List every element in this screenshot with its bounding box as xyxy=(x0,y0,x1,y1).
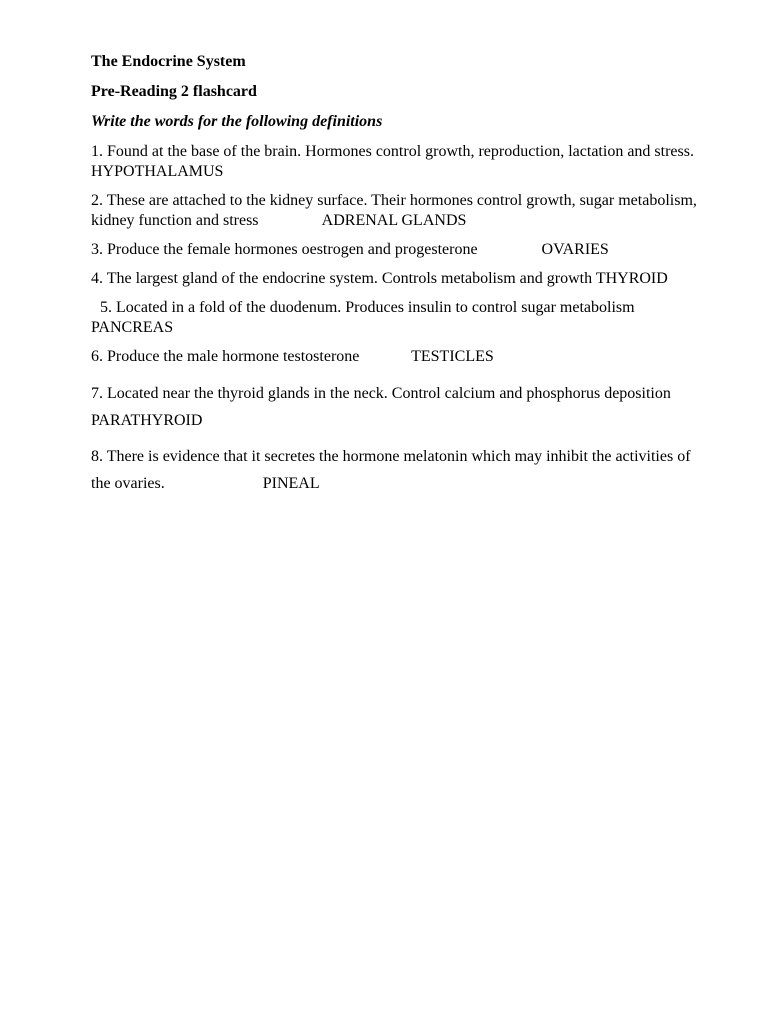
answer-text: THYROID xyxy=(595,270,668,287)
answer-text: HYPOTHALAMUS xyxy=(91,163,224,180)
list-item xyxy=(91,142,711,182)
answer-text: PINEAL xyxy=(262,475,320,492)
answer-text: ADRENAL GLANDS xyxy=(321,212,467,229)
answer-text: OVARIES xyxy=(541,241,609,258)
definition-text: 5. Located in a fold of the duodenum. Produces insulin to control sugar metabolism xyxy=(100,299,635,316)
list-item xyxy=(91,191,711,231)
list-item xyxy=(91,347,711,367)
list-item xyxy=(91,269,711,289)
list-item xyxy=(91,443,711,497)
definition-text: 7. Located near the thyroid glands in the neck. Control calcium and phosphorus deposition xyxy=(91,385,671,402)
list-item xyxy=(91,298,711,338)
definition-text: 6. Produce the male hormone testosterone xyxy=(91,348,360,365)
answer-text: PANCREAS xyxy=(91,319,174,336)
definition-text: 2. These are attached to the kidney surface. Their hormones control growth, sugar metabolism, kidney function and stress xyxy=(91,192,697,229)
answer-text: TESTICLES xyxy=(411,348,494,365)
answer-text: PARATHYROID xyxy=(91,412,203,429)
definition-text: 8. There is evidence that it secretes the hormone melatonin which may inhibit the activities of the ovaries. xyxy=(91,448,691,492)
document-page xyxy=(91,48,711,497)
definition-text: 1. Found at the base of the brain. Hormones control growth, reproduction, lactation and stress. xyxy=(91,143,694,160)
definition-text: 4. The largest gland of the endocrine system. Controls metabolism and growth xyxy=(91,270,593,287)
list-item xyxy=(91,240,711,260)
document-subtitle: Pre-Reading 2 flashcard xyxy=(91,83,257,100)
list-item xyxy=(91,380,711,434)
document-title: The Endocrine System xyxy=(91,53,246,70)
instructions: Write the words for the following definitions xyxy=(91,113,383,130)
definition-text: 3. Produce the female hormones oestrogen and progesterone xyxy=(91,241,478,258)
